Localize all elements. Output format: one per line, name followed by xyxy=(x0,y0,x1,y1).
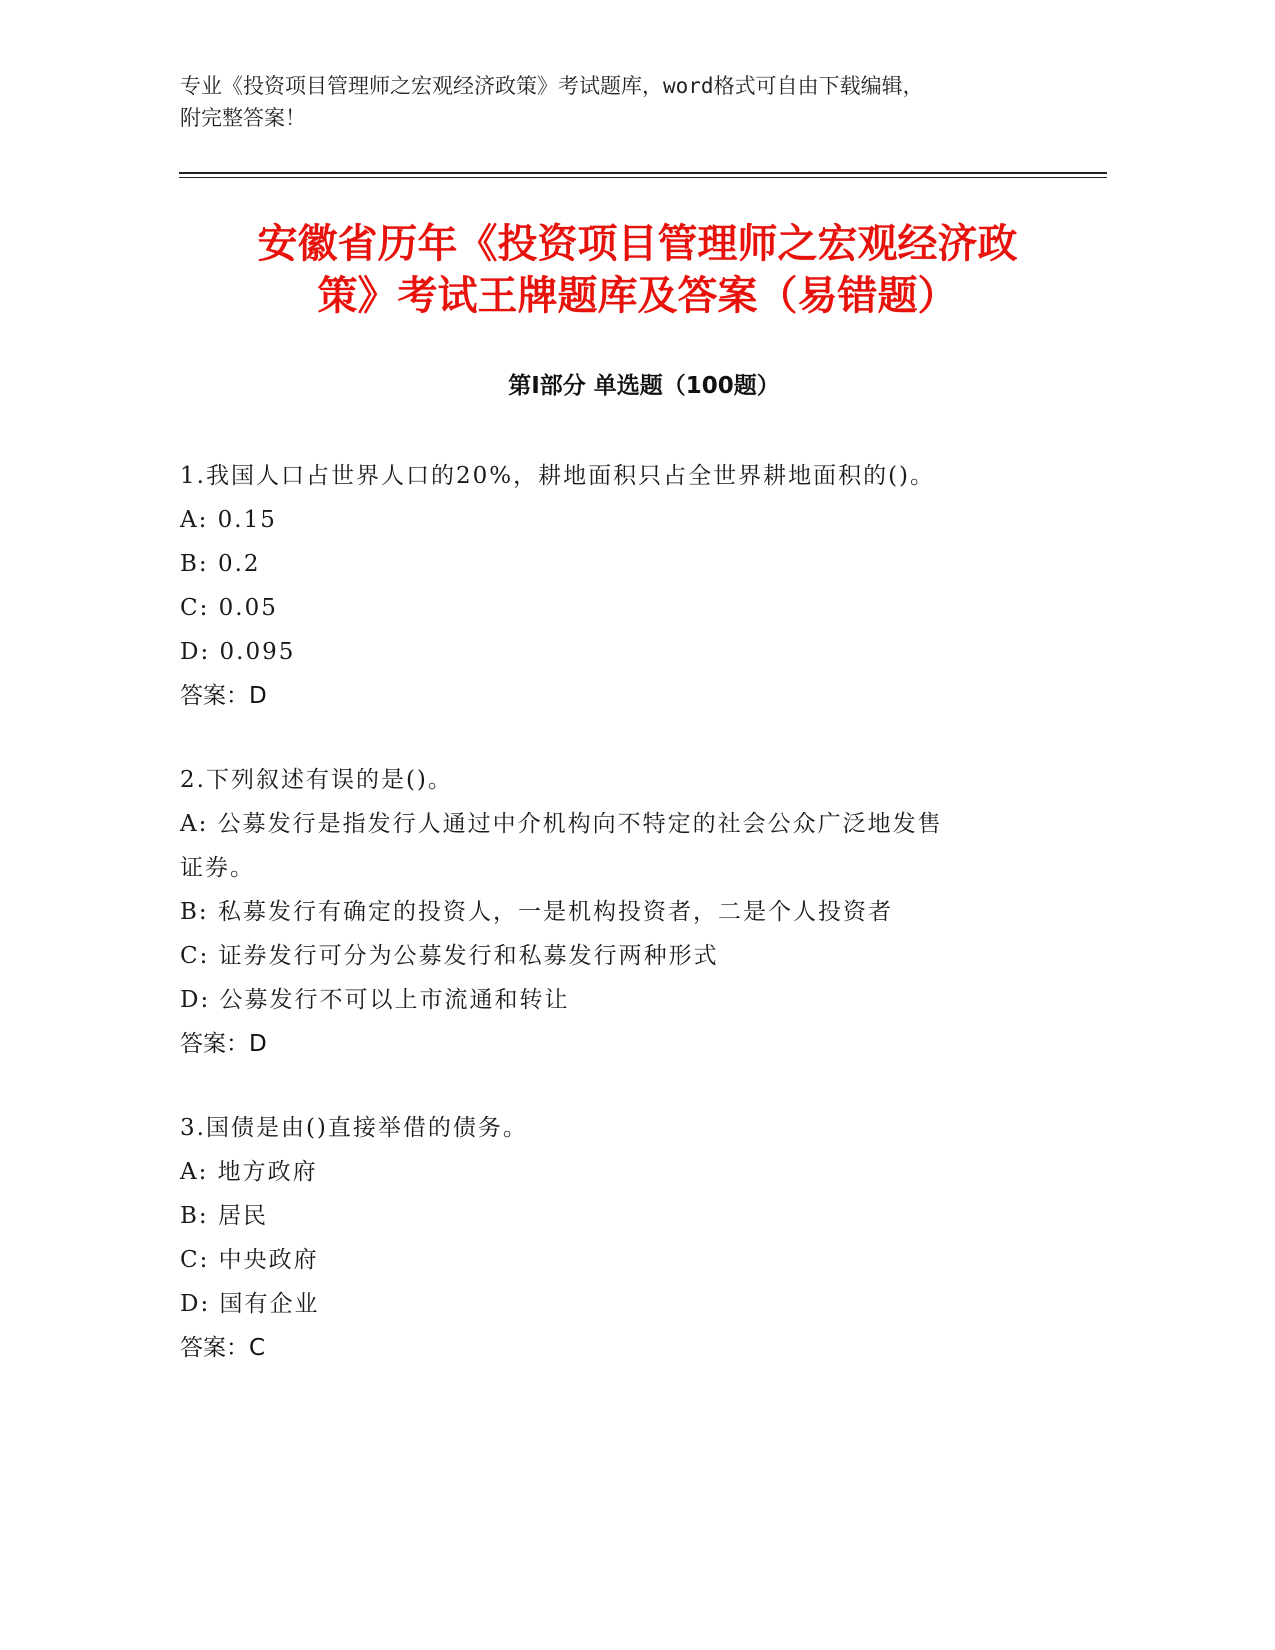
option-a: A: 公募发行是指发行人通过中介机构向不特定的社会公众广泛地发售 xyxy=(180,811,943,837)
option-c: C: 证券发行可分为公募发行和私募发行两种形式 xyxy=(180,943,719,969)
answer: 答案：D xyxy=(180,683,267,709)
section-heading: 第I部分 单选题（100题） xyxy=(508,373,780,399)
option-b: B: 0.2 xyxy=(180,551,261,577)
header-divider-thick xyxy=(179,172,1107,174)
question-stem: 1.我国人口占世界人口的20%，耕地面积只占全世界耕地面积的()。 xyxy=(180,463,936,489)
title-line-1: 安徽省历年《投资项目管理师之宏观经济政 xyxy=(257,221,1018,267)
title-line-2: 策》考试王牌题库及答案（易错题） xyxy=(317,273,958,319)
question-2 xyxy=(180,758,1040,1066)
header-line-2: 附完整答案！ xyxy=(180,106,306,130)
option-d: D: 国有企业 xyxy=(180,1291,320,1317)
header-line-1: 专业《投资项目管理师之宏观经济政策》考试题库，word格式可自由下载编辑， xyxy=(180,74,924,98)
question-stem: 2.下列叙述有误的是()。 xyxy=(180,767,453,793)
option-d: D: 0.095 xyxy=(180,639,296,665)
answer: 答案：C xyxy=(180,1335,266,1361)
document-title xyxy=(150,218,1125,322)
option-a: A: 0.15 xyxy=(180,507,277,533)
question-3 xyxy=(180,1106,1040,1370)
question-stem: 3.国债是由()直接举借的债务。 xyxy=(180,1115,528,1141)
header-divider-thin xyxy=(179,177,1107,178)
question-1 xyxy=(180,454,1040,718)
document-header xyxy=(180,70,1080,134)
option-b: B: 私募发行有确定的投资人，一是机构投资者，二是个人投资者 xyxy=(180,899,893,925)
option-b: B: 居民 xyxy=(180,1203,268,1229)
option-d: D: 公募发行不可以上市流通和转让 xyxy=(180,987,570,1013)
option-c: C: 中央政府 xyxy=(180,1247,319,1273)
answer: 答案：D xyxy=(180,1031,267,1057)
option-a-continued: 证券。 xyxy=(180,855,255,881)
option-c: C: 0.05 xyxy=(180,595,278,621)
option-a: A: 地方政府 xyxy=(180,1159,318,1185)
